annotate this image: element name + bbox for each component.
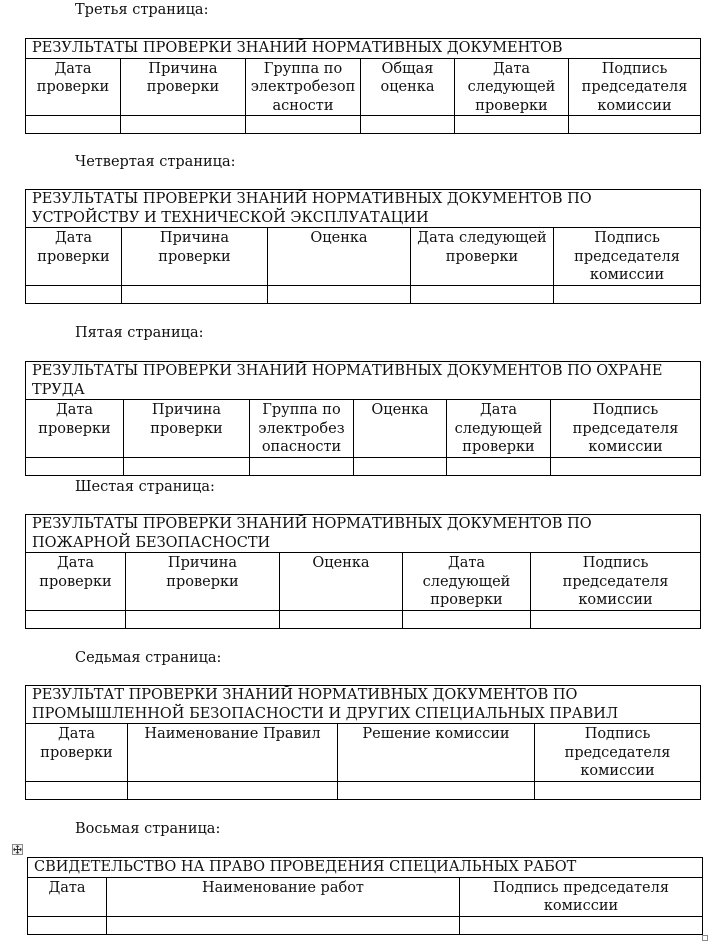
table-header-row bbox=[26, 58, 701, 116]
table-cell[interactable] bbox=[280, 610, 403, 628]
column-header[interactable]: Дата bbox=[28, 877, 107, 916]
table-cell[interactable] bbox=[535, 781, 701, 799]
table-cell[interactable] bbox=[447, 457, 551, 475]
table-cell[interactable] bbox=[121, 116, 246, 134]
column-header[interactable]: Подпись председателя комиссии bbox=[569, 58, 701, 116]
column-header[interactable]: Общая оценка bbox=[361, 58, 455, 116]
table-row bbox=[26, 610, 701, 628]
column-header[interactable]: Подпись председателя комиссии bbox=[460, 877, 703, 916]
table-title-row bbox=[26, 515, 701, 553]
column-header[interactable]: Дата проверки bbox=[26, 724, 128, 782]
section-label-page-4: Четвертая страница: bbox=[75, 154, 236, 170]
table-cell[interactable] bbox=[122, 285, 268, 303]
results-table-page-6 bbox=[25, 514, 701, 629]
column-header[interactable]: Дата следующей проверки bbox=[403, 553, 531, 611]
table-cell[interactable] bbox=[26, 116, 121, 134]
table-cell[interactable] bbox=[124, 457, 250, 475]
table-title[interactable]: РЕЗУЛЬТАТЫ ПРОВЕРКИ ЗНАНИЙ НОРМАТИВНЫХ ДОКУМЕНТОВ ПО ОХРАНЕ ТРУДА bbox=[26, 362, 701, 400]
results-table-page-5 bbox=[25, 361, 701, 476]
column-header[interactable]: Причина проверки bbox=[121, 58, 246, 116]
table-cell[interactable] bbox=[26, 781, 128, 799]
table-title-row bbox=[28, 858, 703, 878]
table-cell[interactable] bbox=[26, 610, 126, 628]
table-cell[interactable] bbox=[268, 285, 411, 303]
table-header-row bbox=[26, 228, 701, 286]
column-header[interactable]: Подпись председателя комиссии bbox=[551, 400, 701, 458]
table-title-row bbox=[26, 39, 701, 59]
section-label-page-8: Восьмая страница: bbox=[75, 821, 221, 837]
table-title[interactable]: РЕЗУЛЬТАТ ПРОВЕРКИ ЗНАНИЙ НОРМАТИВНЫХ ДОКУМЕНТОВ ПО ПРОМЫШЛЕННОЙ БЕЗОПАСНОСТИ И ДРУГИХ СПЕЦИАЛЬНЫХ ПРАВИЛ bbox=[26, 686, 701, 724]
table-header-row bbox=[26, 400, 701, 458]
table-cell[interactable] bbox=[128, 781, 338, 799]
table-row bbox=[28, 916, 703, 934]
table-cell[interactable] bbox=[126, 610, 280, 628]
table-cell[interactable] bbox=[107, 916, 460, 934]
certificate-table-page-8 bbox=[27, 857, 703, 935]
column-header[interactable]: Подпись председателя комиссии bbox=[535, 724, 701, 782]
table-title-row bbox=[26, 362, 701, 400]
table-cell[interactable] bbox=[455, 116, 569, 134]
results-table-page-7 bbox=[25, 685, 701, 800]
table-cell[interactable] bbox=[338, 781, 535, 799]
column-header[interactable]: Подпись председателя комиссии bbox=[554, 228, 701, 286]
table-cell[interactable] bbox=[551, 457, 701, 475]
column-header[interactable]: Дата проверки bbox=[26, 553, 126, 611]
table-title[interactable]: РЕЗУЛЬТАТЫ ПРОВЕРКИ ЗНАНИЙ НОРМАТИВНЫХ ДОКУМЕНТОВ ПО ПОЖАРНОЙ БЕЗОПАСНОСТИ bbox=[26, 515, 701, 553]
table-row bbox=[26, 116, 701, 134]
table-cell[interactable] bbox=[361, 116, 455, 134]
column-header[interactable]: Дата следующей проверки bbox=[447, 400, 551, 458]
table-cell[interactable] bbox=[250, 457, 354, 475]
table-resize-handle-icon[interactable] bbox=[702, 935, 708, 941]
column-header[interactable]: Наименование работ bbox=[107, 877, 460, 916]
column-header[interactable]: Причина проверки bbox=[124, 400, 250, 458]
table-title-row bbox=[26, 190, 701, 228]
table-cell[interactable] bbox=[460, 916, 703, 934]
table-row bbox=[26, 285, 701, 303]
table-cell[interactable] bbox=[354, 457, 447, 475]
column-header[interactable]: Дата проверки bbox=[26, 400, 124, 458]
column-header[interactable]: Причина проверки bbox=[126, 553, 280, 611]
column-header[interactable]: Оценка bbox=[268, 228, 411, 286]
table-cell[interactable] bbox=[26, 285, 122, 303]
table-move-handle-icon[interactable] bbox=[12, 844, 23, 855]
table-title[interactable]: СВИДЕТЕЛЬСТВО НА ПРАВО ПРОВЕДЕНИЯ СПЕЦИАЛЬНЫХ РАБОТ bbox=[28, 858, 703, 878]
table-cell[interactable] bbox=[554, 285, 701, 303]
table-row bbox=[26, 781, 701, 799]
table-title-row bbox=[26, 686, 701, 724]
table-cell[interactable] bbox=[403, 610, 531, 628]
table-cell[interactable] bbox=[26, 457, 124, 475]
table-title[interactable]: РЕЗУЛЬТАТЫ ПРОВЕРКИ ЗНАНИЙ НОРМАТИВНЫХ ДОКУМЕНТОВ bbox=[26, 39, 701, 59]
column-header[interactable]: Дата проверки bbox=[26, 228, 122, 286]
table-cell[interactable] bbox=[569, 116, 701, 134]
column-header[interactable]: Оценка bbox=[280, 553, 403, 611]
column-header[interactable]: Подпись председателя комиссии bbox=[531, 553, 701, 611]
table-cell[interactable] bbox=[411, 285, 554, 303]
table-row bbox=[26, 457, 701, 475]
table-cell[interactable] bbox=[28, 916, 107, 934]
results-table-page-3 bbox=[25, 38, 701, 134]
column-header[interactable]: Дата следующей проверки bbox=[411, 228, 554, 286]
section-label-page-7: Седьмая страница: bbox=[75, 650, 222, 666]
column-header[interactable]: Группа по электробез опасности bbox=[250, 400, 354, 458]
column-header[interactable]: Дата проверки bbox=[26, 58, 121, 116]
column-header[interactable]: Решение комисcии bbox=[338, 724, 535, 782]
section-label-page-3: Третья страница: bbox=[75, 2, 209, 18]
table-cell[interactable] bbox=[246, 116, 361, 134]
table-cell[interactable] bbox=[531, 610, 701, 628]
table-header-row bbox=[28, 877, 703, 916]
results-table-page-4 bbox=[25, 189, 701, 304]
column-header[interactable]: Оценка bbox=[354, 400, 447, 458]
column-header[interactable]: Дата следующей проверки bbox=[455, 58, 569, 116]
table-title[interactable]: РЕЗУЛЬТАТЫ ПРОВЕРКИ ЗНАНИЙ НОРМАТИВНЫХ ДОКУМЕНТОВ ПО УСТРОЙСТВУ И ТЕХНИЧЕСКОЙ ЭКСПЛУАТАЦИИ bbox=[26, 190, 701, 228]
section-label-page-5: Пятая страница: bbox=[75, 325, 204, 341]
column-header[interactable]: Группа по электробезоп асности bbox=[246, 58, 361, 116]
column-header[interactable]: Причина проверки bbox=[122, 228, 268, 286]
section-label-page-6: Шестая страница: bbox=[75, 479, 215, 495]
table-header-row bbox=[26, 724, 701, 782]
table-header-row bbox=[26, 553, 701, 611]
column-header[interactable]: Наименование Правил bbox=[128, 724, 338, 782]
